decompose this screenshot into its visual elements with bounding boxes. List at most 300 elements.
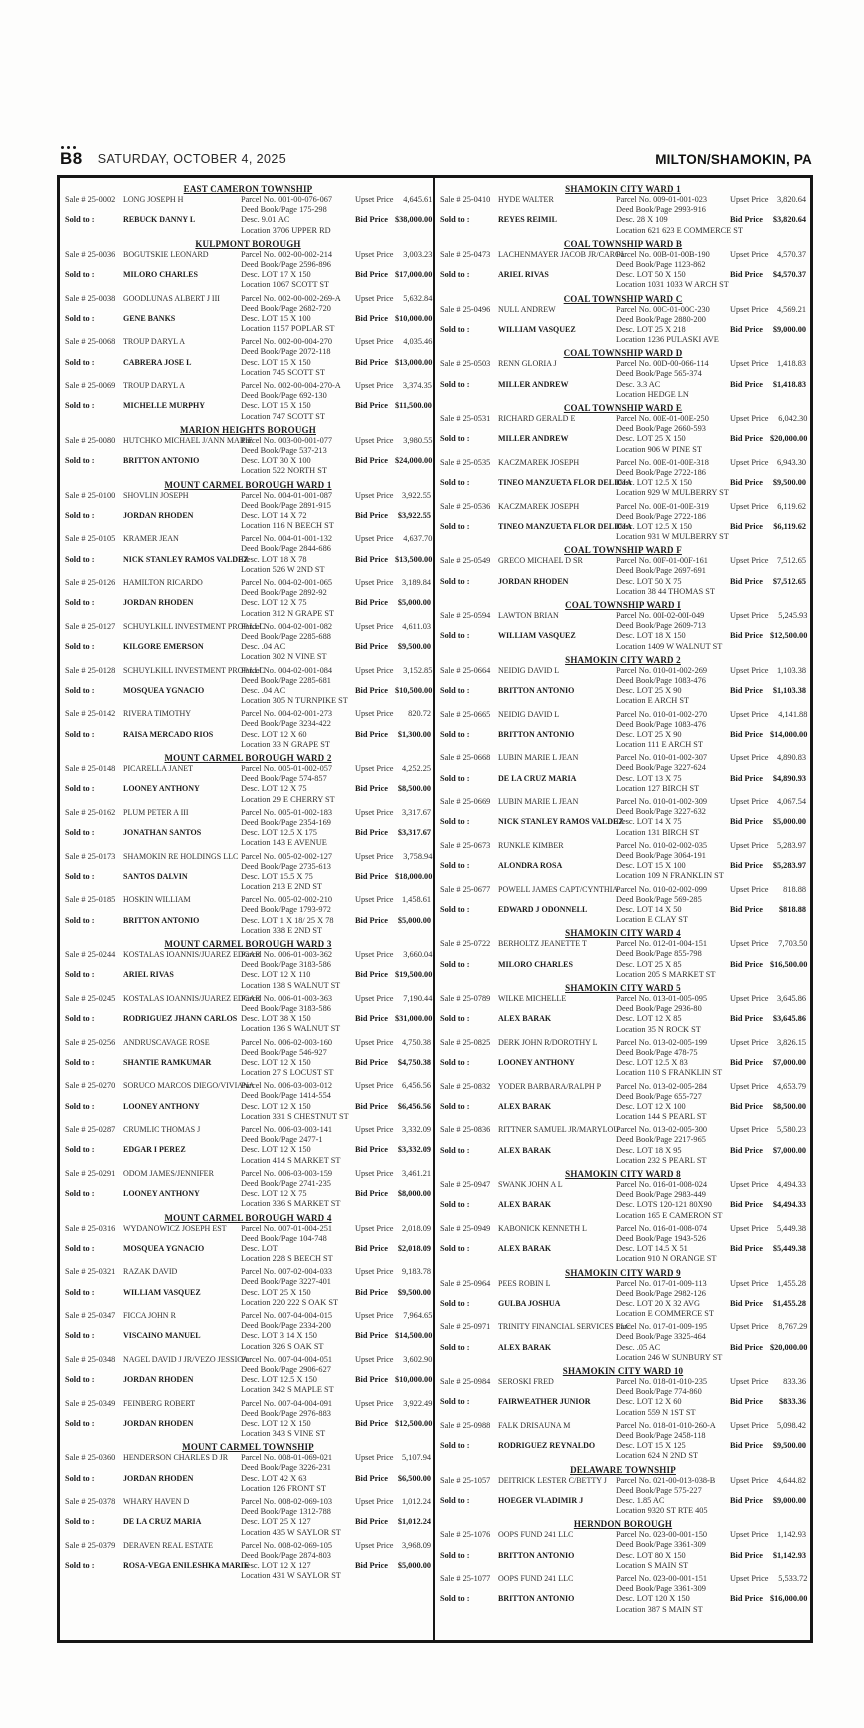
owner-name: HAMILTON RICARDO <box>123 578 203 587</box>
bid-price-label: Bid Price <box>730 1550 763 1560</box>
bid-price-label: Bid Price <box>355 1418 388 1428</box>
sale-entry <box>65 1311 431 1352</box>
parcel-number-line: Parcel No. 010-02-002-035 <box>616 840 708 850</box>
bid-price-value: $11,500.00 <box>395 401 432 411</box>
buyer-name: LOONEY ANTHONY <box>123 784 200 794</box>
owner-name: KACZMAREK JOSEPH <box>498 501 580 511</box>
bid-price-value: $7,000.00 <box>772 1058 806 1068</box>
upset-price-label: Upset Price <box>730 1574 769 1583</box>
description-line: Desc. LOT 12.5 X 150 <box>616 478 692 488</box>
bid-price-value: $9,500.00 <box>772 478 806 488</box>
parcel-number-line: Parcel No. 013-01-005-095 <box>616 994 708 1003</box>
sale-entry <box>440 1180 806 1221</box>
sale-number: Sale # 25-1076 <box>440 1530 491 1540</box>
parcel-number-line: Parcel No. 010-01-002-307 <box>616 753 708 763</box>
upset-price-value: 4,645.61 <box>403 195 433 204</box>
sale-number: Sale # 25-0669 <box>440 797 491 806</box>
sale-number: Sale # 25-0245 <box>65 993 116 1003</box>
owner-name: RAZAK DAVID <box>123 1267 178 1277</box>
municipality-section <box>440 1169 806 1265</box>
sale-entry <box>440 556 806 597</box>
deed-book-page-line: Deed Book/Page 2976-883 <box>241 1408 331 1418</box>
description-line: Desc. LOT 14.5 X 51 <box>616 1244 688 1254</box>
sale-number: Sale # 25-0594 <box>440 611 491 620</box>
bid-price-label: Bid Price <box>355 1331 388 1341</box>
upset-price-label: Upset Price <box>355 249 394 259</box>
upset-price-label: Upset Price <box>355 337 394 347</box>
location-line: Location 559 N 1ST ST <box>616 1407 696 1417</box>
owner-name: SWANK JOHN A L <box>498 1180 563 1189</box>
deed-book-page-line: Deed Book/Page 2477-1 <box>241 1135 323 1145</box>
description-line: Desc. LOT 1 X 18/ 25 X 78 <box>241 915 334 925</box>
bid-price-label: Bid Price <box>355 1189 388 1199</box>
upset-price-label: Upset Price <box>730 414 769 423</box>
bid-price-label: Bid Price <box>730 1594 763 1604</box>
buyer-name: JORDAN RHODEN <box>498 576 569 586</box>
bid-price-label: Bid Price <box>730 817 763 827</box>
upset-price-label: Upset Price <box>730 753 769 763</box>
upset-price-value: 7,190.44 <box>403 993 433 1003</box>
buyer-name: NICK STANLEY RAMOS VALDEZ <box>498 817 624 827</box>
deed-book-page-line: Deed Book/Page 1312-788 <box>241 1507 331 1517</box>
bid-price-value: $3,317.67 <box>397 828 431 838</box>
buyer-name: MILLER ANDREW <box>498 434 569 444</box>
upset-price-label: Upset Price <box>730 304 769 314</box>
sale-number: Sale # 25-1077 <box>440 1574 491 1583</box>
section-title: HERNDON BOROUGH <box>573 1519 673 1530</box>
description-line: Desc. LOT 25 X 218 <box>616 324 686 334</box>
owner-name: HYDE WALTER <box>498 195 554 204</box>
sale-entry <box>65 852 431 893</box>
sale-entry <box>65 1224 431 1265</box>
upset-price-label: Upset Price <box>730 1530 769 1540</box>
description-line: Desc. .04 AC <box>241 685 286 695</box>
buyer-name: MILORO CHARLES <box>498 959 573 969</box>
upset-price-value: 7,964.65 <box>403 1311 433 1320</box>
section-title: SHAMOKIN CITY WARD 8 <box>565 1169 681 1179</box>
description-line: Desc. 9.01 AC <box>241 215 290 225</box>
upset-price-label: Upset Price <box>355 1354 394 1364</box>
location-line: Location 38 44 THOMAS ST <box>616 586 715 596</box>
bid-price-label: Bid Price <box>730 478 763 488</box>
upset-price-value: 4,141.88 <box>778 709 808 719</box>
buyer-name: LOONEY ANTHONY <box>498 1058 575 1068</box>
location-line: Location 338 E 2ND ST <box>241 925 323 935</box>
parcel-number-line: Parcel No. 007-04-004-051 <box>241 1354 333 1364</box>
upset-price-value: 1,103.38 <box>776 665 806 675</box>
sale-number: Sale # 25-0148 <box>65 764 116 773</box>
parcel-number-line: Parcel No. 004-02-001-082 <box>241 621 333 631</box>
location-line: Location 110 S FRANKLIN ST <box>616 1068 723 1078</box>
parcel-number-line: Parcel No. 018-01-010-235 <box>616 1377 708 1386</box>
section-title: MOUNT CARMEL BOROUGH WARD 1 <box>164 479 332 490</box>
section-title: SHAMOKIN CITY WARD 5 <box>565 983 681 993</box>
municipality-section <box>65 239 431 422</box>
deed-book-page-line: Deed Book/Page 692-130 <box>241 391 327 401</box>
upset-price-label: Upset Price <box>730 457 769 467</box>
sold-to-label: Sold to : <box>440 686 470 696</box>
buyer-name: WILLIAM VASQUEZ <box>123 1287 201 1297</box>
deed-book-page-line: Deed Book/Page 3064-191 <box>616 850 706 860</box>
upset-price-label: Upset Price <box>730 611 769 620</box>
municipality-section <box>65 480 431 751</box>
buyer-name: KILGORE EMERSON <box>123 642 204 652</box>
sale-entry <box>440 710 806 751</box>
sold-to-label: Sold to : <box>440 270 470 280</box>
bid-price-value: $5,000.00 <box>397 1561 431 1571</box>
parcel-number-line: Parcel No. 003-00-001-077 <box>241 435 333 445</box>
sold-to-label: Sold to : <box>65 828 95 838</box>
buyer-name: LOONEY ANTHONY <box>123 1189 200 1199</box>
location-line: Location 342 S MAPLE ST <box>241 1385 334 1395</box>
deed-book-page-line: Deed Book/Page 2936-80 <box>616 1004 702 1014</box>
sold-to-label: Sold to : <box>65 1101 95 1111</box>
upset-price-value: 4,644.82 <box>776 1475 806 1485</box>
deed-book-page-line: Deed Book/Page 3227-401 <box>241 1277 331 1287</box>
parcel-number-line: Parcel No. 001-00-076-067 <box>241 195 333 204</box>
section-title: COAL TOWNSHIP WARD D <box>563 348 683 359</box>
section-title: COAL TOWNSHIP WARD F <box>564 545 682 556</box>
location-line: Location 27 S LOCUST ST <box>241 1068 334 1078</box>
location-line: Location 435 W SAYLOR ST <box>241 1527 341 1537</box>
section-title: KULPMONT BOROUGH <box>195 238 301 249</box>
bid-price-value: $7,000.00 <box>772 1145 806 1155</box>
buyer-name: LOONEY ANTHONY <box>123 1101 200 1111</box>
owner-name: DEITRICK LESTER C/BETTY J <box>498 1475 607 1485</box>
sale-number: Sale # 25-0360 <box>65 1453 116 1463</box>
section-title: SHAMOKIN CITY WARD 9 <box>565 1267 681 1278</box>
sold-to-label: Sold to : <box>65 1243 95 1253</box>
description-line: Desc. LOT 30 X 100 <box>241 456 311 466</box>
sale-entry <box>440 939 806 980</box>
deed-book-page-line: Deed Book/Page 2072-118 <box>241 347 331 357</box>
sold-to-label: Sold to : <box>440 904 470 914</box>
deed-book-page-line: Deed Book/Page 3325-464 <box>616 1332 706 1342</box>
location-line: Location 3706 UPPER RD <box>241 225 331 235</box>
upset-price-label: Upset Price <box>355 1540 394 1550</box>
description-line: Desc. LOT 12 X 150 <box>241 1418 311 1428</box>
upset-price-label: Upset Price <box>355 534 394 544</box>
sale-number: Sale # 25-0964 <box>440 1278 491 1288</box>
description-line: Desc. LOT 12.5 X 175 <box>241 828 317 838</box>
parcel-number-line: Parcel No. 002-00-002-214 <box>241 249 333 259</box>
sale-entry <box>440 1530 806 1571</box>
municipality-section <box>440 1465 806 1517</box>
sold-to-label: Sold to : <box>440 631 470 641</box>
upset-price-label: Upset Price <box>730 1322 769 1332</box>
owner-name: FALK DRISAUNA M <box>498 1420 571 1430</box>
municipality-section <box>440 600 806 652</box>
sale-entry <box>65 1541 431 1582</box>
bid-price-label: Bid Price <box>355 1517 388 1527</box>
sold-to-label: Sold to : <box>440 324 470 334</box>
deed-book-page-line: Deed Book/Page 2682-720 <box>241 303 331 313</box>
sold-to-label: Sold to : <box>65 685 95 695</box>
upset-price-value: 3,980.55 <box>403 435 433 445</box>
buyer-name: SANTOS DALVIN <box>123 871 188 881</box>
bid-price-value: $833.36 <box>779 1397 806 1407</box>
sale-entry <box>440 611 806 652</box>
deed-book-page-line: Deed Book/Page 2983-449 <box>616 1190 706 1200</box>
upset-price-value: 3,922.49 <box>403 1398 433 1408</box>
sale-entry <box>65 1081 431 1122</box>
bid-price-label: Bid Price <box>355 357 388 367</box>
description-line: Desc. LOT 15 X 125 <box>616 1441 686 1451</box>
owner-name: LUBIN MARIE L JEAN <box>498 753 579 763</box>
upset-price-value: 5,449.38 <box>776 1223 806 1233</box>
parcel-number-line: Parcel No. 009-01-001-023 <box>616 195 708 204</box>
sold-to-label: Sold to : <box>440 729 470 739</box>
sale-entry <box>65 808 431 849</box>
section-title: SHAMOKIN CITY WARD 10 <box>562 1366 684 1376</box>
buyer-name: RAISA MERCADO RIOS <box>123 729 214 739</box>
location-line: Location 910 N ORANGE ST <box>616 1254 717 1264</box>
bid-price-value: $24,000.00 <box>395 456 433 466</box>
sold-to-label: Sold to : <box>440 1342 470 1352</box>
owner-name: NAGEL DAVID J JR/VEZO JESSICA <box>123 1354 249 1364</box>
owner-name: LAWTON BRIAN <box>498 611 559 620</box>
owner-name: SCHUYLKILL INVESTMENT PROP LLC <box>123 665 265 675</box>
municipality-section <box>65 753 431 936</box>
sold-to-label: Sold to : <box>440 1200 470 1210</box>
sale-number: Sale # 25-0126 <box>65 578 116 587</box>
location-line: Location 387 S MAIN ST <box>616 1604 703 1614</box>
upset-price-value: 5,533.72 <box>778 1574 808 1583</box>
bid-price-label: Bid Price <box>355 970 388 980</box>
sale-number: Sale # 25-0142 <box>65 709 116 719</box>
upset-price-value: 3,602.90 <box>403 1354 433 1364</box>
description-line: Desc. LOT 12.5 X 150 <box>616 521 692 531</box>
sale-entry <box>440 1082 806 1123</box>
upset-price-value: 4,494.33 <box>776 1180 806 1189</box>
buyer-name: EDGAR I PEREZ <box>123 1145 186 1155</box>
sale-entry <box>65 764 431 805</box>
upset-price-value: 3,758.94 <box>403 851 433 861</box>
publication-name: MILTON/SHAMOKIN, PA <box>655 152 812 167</box>
bid-price-label: Bid Price <box>355 685 388 695</box>
upset-price-label: Upset Price <box>355 1311 394 1320</box>
upset-price-label: Upset Price <box>355 578 394 587</box>
sale-entry <box>440 414 806 455</box>
bid-price-label: Bid Price <box>355 215 388 225</box>
sale-entry <box>440 841 806 882</box>
sale-entry <box>440 1421 806 1462</box>
sale-number: Sale # 25-0664 <box>440 665 491 675</box>
sold-to-label: Sold to : <box>65 970 95 980</box>
sale-number: Sale # 25-0536 <box>440 501 491 511</box>
bid-price-value: $2,018.09 <box>397 1243 431 1253</box>
sale-entry <box>65 250 431 291</box>
sale-entry <box>440 1224 806 1265</box>
parcel-number-line: Parcel No. 005-01-002-057 <box>241 764 333 773</box>
owner-name: WILKE MICHELLE <box>498 994 567 1003</box>
parcel-number-line: Parcel No. 00B-01-00B-190 <box>616 249 710 259</box>
bid-price-label: Bid Price <box>730 1014 763 1024</box>
sale-entry <box>65 195 431 236</box>
bid-price-value: $6,119.62 <box>773 521 806 531</box>
deed-book-page-line: Deed Book/Page 2609-713 <box>616 621 706 631</box>
upset-price-value: 4,570.37 <box>776 249 806 259</box>
sale-entry <box>65 895 431 936</box>
sale-number: Sale # 25-0321 <box>65 1267 116 1277</box>
description-line: Desc. LOT 14 X 75 <box>616 817 682 827</box>
deed-book-page-line: Deed Book/Page 2354-169 <box>241 817 331 827</box>
sale-entry <box>65 294 431 335</box>
buyer-name: BRITTON ANTONIO <box>123 456 200 466</box>
upset-price-label: Upset Price <box>730 501 769 511</box>
bid-price-value: $31,000.00 <box>395 1014 433 1024</box>
sold-to-label: Sold to : <box>440 1058 470 1068</box>
bid-price-label: Bid Price <box>355 828 388 838</box>
description-line: Desc. LOT 12 X 150 <box>241 1145 311 1155</box>
upset-price-value: 6,042.30 <box>778 414 808 423</box>
bid-price-value: $5,000.00 <box>397 598 431 608</box>
location-line: Location 336 S MARKET ST <box>241 1199 341 1209</box>
deed-book-page-line: Deed Book/Page 575-227 <box>616 1485 702 1495</box>
deed-book-page-line: Deed Book/Page 1943-526 <box>616 1233 706 1243</box>
upset-price-value: 4,035.46 <box>403 337 433 347</box>
sale-entry <box>440 195 806 236</box>
upset-price-value: 3,968.09 <box>401 1540 431 1550</box>
description-line: Desc. LOT 15 X 150 <box>241 357 311 367</box>
buyer-name: JONATHAN SANTOS <box>123 828 202 838</box>
sale-number: Sale # 25-0535 <box>440 457 491 467</box>
upset-price-label: Upset Price <box>355 1453 394 1463</box>
tax-sale-results-board <box>57 175 813 1643</box>
location-line: Location 302 N VINE ST <box>241 652 327 662</box>
upset-price-value: 2,018.09 <box>401 1223 431 1233</box>
location-line: Location E COMMERCE ST <box>616 1309 714 1319</box>
page-number: B8 <box>60 149 83 168</box>
parcel-number-line: Parcel No. 017-01-009-113 <box>616 1278 707 1288</box>
buyer-name: ARIEL RIVAS <box>498 270 549 280</box>
owner-name: PICARELLA JANET <box>123 764 193 773</box>
sale-entry <box>440 250 806 291</box>
location-line: Location 747 SCOTT ST <box>241 411 325 421</box>
sale-entry <box>65 1497 431 1538</box>
description-line: Desc. LOT 12 X 110 <box>241 970 311 980</box>
bid-price-label: Bid Price <box>730 270 763 280</box>
owner-name: SCHUYLKILL INVESTMENT PROP LLC <box>123 621 265 631</box>
owner-name: PEES ROBIN L <box>498 1278 551 1288</box>
upset-price-value: 7,703.50 <box>778 939 808 949</box>
upset-price-value: 5,098.42 <box>776 1420 806 1430</box>
buyer-name: WILLIAM VASQUEZ <box>498 324 576 334</box>
location-line: Location 343 S VINE ST <box>241 1429 326 1439</box>
bid-price-value: $14,500.00 <box>395 1331 433 1341</box>
upset-price-value: 833.36 <box>783 1377 806 1386</box>
upset-price-label: Upset Price <box>355 435 394 445</box>
section-title: DELAWARE TOWNSHIP <box>570 1464 676 1475</box>
location-line: Location 228 S BEECH ST <box>241 1254 333 1264</box>
owner-name: OOPS FUND 241 LLC <box>498 1530 574 1540</box>
bid-price-value: $1,418.83 <box>772 379 806 389</box>
upset-price-value: 5,632.84 <box>403 293 433 303</box>
sold-to-label: Sold to : <box>65 729 95 739</box>
sale-entry <box>440 1377 806 1418</box>
upset-price-label: Upset Price <box>355 709 394 719</box>
upset-price-value: 3,152.85 <box>403 665 433 675</box>
buyer-name: NICK STANLEY RAMOS VALDEZ <box>123 554 249 564</box>
location-line: Location 624 N 2ND ST <box>616 1451 699 1461</box>
sold-to-label: Sold to : <box>65 1331 95 1341</box>
upset-price-label: Upset Price <box>730 665 769 675</box>
parcel-number-line: Parcel No. 018-01-010-260-A <box>616 1420 716 1430</box>
upset-price-label: Upset Price <box>355 381 394 390</box>
parcel-number-line: Parcel No. 002-00-004-270-A <box>241 381 341 390</box>
bid-price-label: Bid Price <box>355 1014 388 1024</box>
sold-to-label: Sold to : <box>65 401 95 411</box>
deed-book-page-line: Deed Book/Page 3226-231 <box>241 1463 331 1473</box>
upset-price-label: Upset Price <box>730 884 769 894</box>
bid-price-label: Bid Price <box>355 1473 388 1483</box>
sold-to-label: Sold to : <box>440 1441 470 1451</box>
bid-price-label: Bid Price <box>355 270 388 280</box>
buyer-name: MILLER ANDREW <box>498 379 569 389</box>
bid-price-label: Bid Price <box>355 456 388 466</box>
description-line: Desc. LOT 17 X 150 <box>241 270 311 280</box>
bid-price-value: $12,500.00 <box>770 631 808 641</box>
upset-price-label: Upset Price <box>730 939 769 949</box>
owner-name: LUBIN MARIE L JEAN <box>498 797 579 806</box>
bid-price-value: $13,500.00 <box>395 554 433 564</box>
owner-name: RICHARD GERALD E <box>498 414 576 423</box>
upset-price-label: Upset Price <box>355 1223 394 1233</box>
sale-entry <box>65 666 431 707</box>
bid-price-label: Bid Price <box>355 729 388 739</box>
description-line: Desc. LOT 14 X 72 <box>241 510 307 520</box>
deed-book-page-line: Deed Book/Page 3227-624 <box>616 763 706 773</box>
owner-name: TROUP DARYL A <box>123 337 186 347</box>
sale-entry <box>440 753 806 794</box>
owner-name: NEIDIG DAVID L <box>498 709 560 719</box>
buyer-name: JORDAN RHODEN <box>123 1473 194 1483</box>
sold-to-label: Sold to : <box>65 1057 95 1067</box>
sold-to-label: Sold to : <box>65 1014 95 1024</box>
description-line: Desc. LOT 3 14 X 150 <box>241 1331 317 1341</box>
upset-price-label: Upset Price <box>730 1223 769 1233</box>
parcel-number-line: Parcel No. 007-01-004-251 <box>241 1223 333 1233</box>
sale-entry <box>440 1038 806 1079</box>
sale-number: Sale # 25-0036 <box>65 249 116 259</box>
owner-name: HUTCHKO MICHAEL J/ANN MARIE <box>123 435 253 445</box>
bid-price-value: $5,283.97 <box>772 861 806 871</box>
sold-to-label: Sold to : <box>440 576 470 586</box>
deed-book-page-line: Deed Book/Page 655-727 <box>616 1091 702 1101</box>
upset-price-label: Upset Price <box>730 1081 769 1091</box>
description-line: Desc. LOT 18 X 150 <box>616 631 686 641</box>
sold-to-label: Sold to : <box>440 1495 470 1505</box>
bid-price-value: $19,500.00 <box>395 970 433 980</box>
location-line: Location 246 W SUNBURY ST <box>616 1352 723 1362</box>
description-line: Desc. LOT 15 X 100 <box>241 313 311 323</box>
buyer-name: HOEGER VLADIMIR J <box>498 1495 584 1505</box>
parcel-number-line: Parcel No. 023-00-001-151 <box>616 1574 708 1583</box>
bid-price-label: Bid Price <box>730 324 763 334</box>
sold-to-label: Sold to : <box>440 478 470 488</box>
upset-price-value: 3,461.21 <box>401 1168 431 1178</box>
sold-to-label: Sold to : <box>440 861 470 871</box>
location-line: Location 111 E ARCH ST <box>616 740 703 750</box>
owner-name: YODER BARBARA/RALPH P <box>498 1081 602 1091</box>
description-line: Desc. LOT 15.5 X 75 <box>241 871 313 881</box>
buyer-name: BRITTON ANTONIO <box>498 1594 575 1604</box>
municipality-section <box>440 1366 806 1462</box>
bid-price-label: Bid Price <box>730 959 763 969</box>
parcel-number-line: Parcel No. 010-02-002-099 <box>616 884 708 894</box>
owner-name: WHARY HAVEN D <box>123 1497 190 1506</box>
owner-name: OOPS FUND 241 LLC <box>498 1574 574 1583</box>
